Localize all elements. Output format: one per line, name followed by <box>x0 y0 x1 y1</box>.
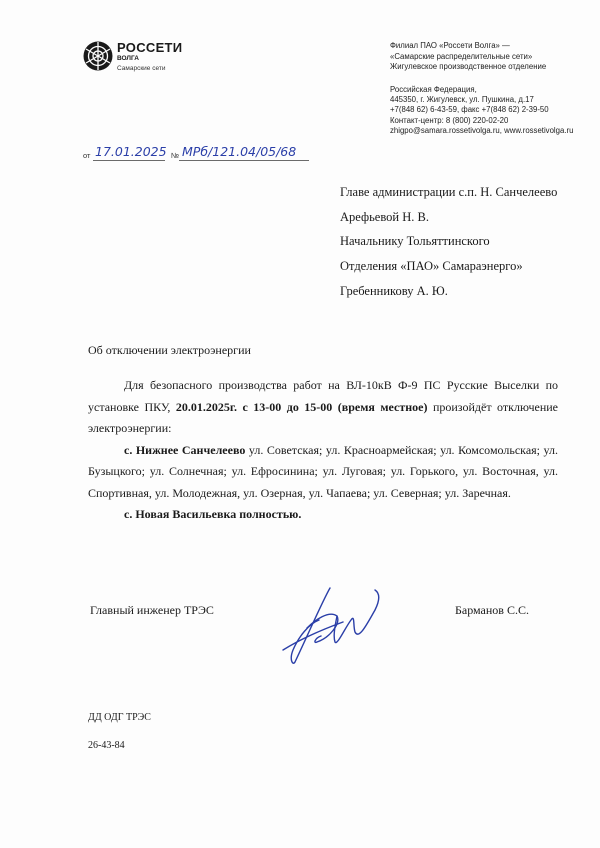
recipient-line: Отделения «ПАО» Самараэнерго» <box>340 259 523 274</box>
signatory-role: Главный инженер ТРЭС <box>90 603 214 617</box>
settlement-name: с. Нижнее Санчелеево <box>124 442 246 457</box>
paragraph-text: Для безопасного производства работ на ВЛ-10кВ Ф-9 ПС Русские Выселки по установке ПКУ, <box>88 378 558 414</box>
handwritten-signature <box>275 580 385 670</box>
body-paragraph-1 <box>88 375 558 440</box>
street-list: ул. Советская; ул. Красноармейская; ул. Комсомольская; ул. Бузыцкого; ул. Солнечная; ул. Ефросинина; ул. Луговая; ул. Горького, ул. Восточная, ул. Спортивная, ул. Молодежная, ул. Озерная, ул. Чапаева; ул. Северная; ул. Заречная. <box>88 442 558 500</box>
outage-datetime: 20.01.2025г. с 13-00 до 15-00 (время местное) <box>175 399 428 414</box>
company-logo <box>82 40 202 82</box>
recipients-block <box>340 180 557 304</box>
recipient-line: Начальнику Тольяттинского <box>340 234 490 249</box>
logo-subtitle: Самарские сети <box>117 65 166 72</box>
letter-body <box>88 375 558 526</box>
address-line: Российская Федерация, <box>390 85 477 94</box>
sender-address <box>390 85 573 136</box>
rosseti-emblem-icon <box>82 40 114 72</box>
date-underline <box>93 160 165 161</box>
recipient-line: Гребенникову А. Ю. <box>340 283 448 298</box>
handwritten-number: МРб/121.04/05/68 <box>182 144 297 159</box>
executor-phone: 26-43-84 <box>88 740 125 751</box>
signatory-name: Барманов С.С. <box>455 603 529 617</box>
handwritten-date: 17.01.2025 <box>95 144 167 159</box>
sender-organization <box>390 41 546 73</box>
org-line: Филиал ПАО «Россети Волга» — <box>390 41 510 50</box>
recipient-line: Главе администрации с.п. Н. Санчелеево <box>340 185 558 199</box>
letter-subject: Об отключении электроэнергии <box>88 343 251 357</box>
recipient-line: Арефьевой Н. В. <box>340 209 429 224</box>
logo-name: РОССЕТИ <box>117 40 183 55</box>
address-line: 445350, г. Жигулевск, ул. Пушкина, д.17 <box>390 95 534 105</box>
number-label: № <box>171 151 180 160</box>
paragraph-text: произойдёт отключение электроэнергии: <box>88 399 558 435</box>
number-underline <box>179 160 309 161</box>
outgoing-reference <box>83 142 323 162</box>
date-label: от <box>83 151 91 160</box>
body-paragraph-2 <box>88 440 558 505</box>
address-line: +7(848 62) 6-43-59, факс +7(848 62) 2-39-50 <box>390 105 549 115</box>
address-line: zhigpo@samara.rossetivolga.ru, www.rossetivolga.ru <box>390 125 574 135</box>
logo-region: ВОЛГА <box>117 55 139 62</box>
org-line: Жигулевское производственное отделение <box>390 62 547 71</box>
org-line: «Самарские распределительные сети» <box>390 51 533 61</box>
executor-line: ДД ОДГ ТРЭС <box>88 712 151 723</box>
address-line: Контакт-центр: 8 (800) 220-02-20 <box>390 115 509 125</box>
body-paragraph-3: с. Новая Васильевка полностью. <box>124 507 302 521</box>
